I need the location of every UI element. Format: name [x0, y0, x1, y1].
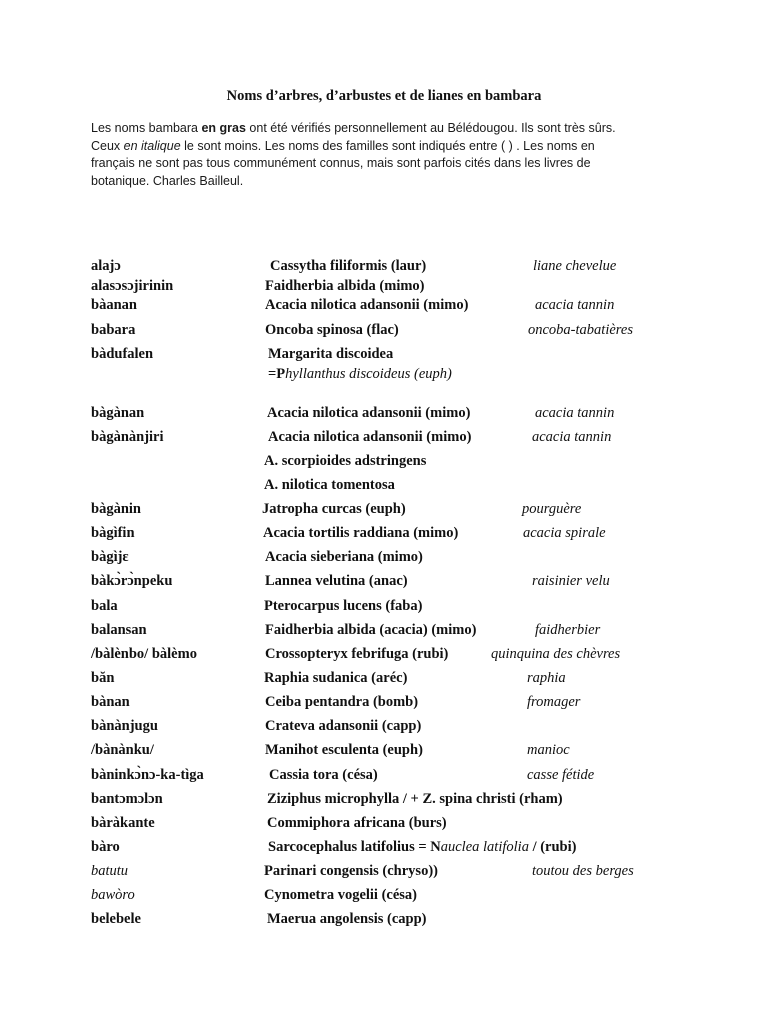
bambara-name: alajɔ — [91, 258, 121, 274]
french-name: manioc — [527, 742, 570, 758]
scientific-name: Acacia sieberiana (mimo) — [265, 549, 423, 565]
bambara-name: bàdufalen — [91, 346, 154, 362]
french-name: liane chevelue — [533, 258, 617, 274]
table-row — [0, 549, 768, 571]
intro-text: botanique. Charles Bailleul. — [91, 173, 244, 188]
scientific-name: Jatropha curcas (euph) — [262, 501, 406, 517]
bambara-name: bànànjugu — [91, 718, 158, 734]
scientific-name: Crossopteryx febrifuga (rubi) — [265, 646, 449, 662]
scientific-name: Cynometra vogelii (césa) — [264, 887, 418, 903]
table-row — [0, 322, 768, 344]
table-row — [0, 863, 768, 885]
table-row — [0, 429, 768, 451]
scientific-name-part: auclea latifolia — [440, 839, 529, 855]
table-row — [0, 767, 768, 789]
french-name: acacia spirale — [523, 525, 606, 541]
scientific-name: Pterocarpus lucens (faba) — [264, 598, 423, 614]
scientific-name — [268, 366, 452, 383]
scientific-name: Faidherbia albida (mimo) — [265, 278, 425, 294]
table-row — [0, 477, 768, 499]
scientific-name: Parinari congensis (chryso)) — [264, 863, 438, 879]
bambara-name: bàgìfin — [91, 525, 135, 541]
table-row — [0, 670, 768, 692]
table-row — [0, 646, 768, 668]
bambara-name: bàninkɔ̀nɔ-ka-tìga — [91, 767, 204, 783]
bambara-name: alasɔsɔjirinin — [91, 278, 174, 294]
bambara-name: bantɔmɔlɔn — [91, 791, 163, 807]
french-name: fromager — [527, 694, 581, 710]
bambara-name: babara — [91, 322, 136, 338]
scientific-name — [268, 839, 576, 856]
french-name: faidherbier — [535, 622, 601, 638]
table-row — [0, 694, 768, 716]
bambara-name: bala — [91, 598, 118, 614]
bambara-name: bàgìjɛ — [91, 549, 129, 565]
french-name: casse fétide — [527, 767, 595, 783]
scientific-name: Oncoba spinosa (flac) — [265, 322, 399, 338]
bambara-name: bàgànan — [91, 405, 145, 421]
scientific-name-part: =P — [268, 366, 286, 382]
intro-text: ont été vérifiés personnellement au Bélédougou. Ils sont très sûrs. — [245, 121, 616, 135]
bambara-name: bàro — [91, 839, 120, 855]
table-row — [0, 791, 768, 813]
intro-italic-text: en italique — [123, 138, 181, 153]
scientific-name-part: / (rubi) — [528, 839, 577, 855]
intro-text: Ceux — [91, 138, 124, 153]
document-title: Noms d’arbres, d’arbustes et de lianes en bambara — [226, 88, 542, 104]
scientific-name-part: hyllanthus discoideus (euph) — [285, 366, 452, 382]
bambara-name: bàgànànjiri — [91, 429, 164, 445]
french-name: acacia tannin — [535, 405, 615, 421]
french-name: pourguère — [522, 501, 582, 517]
bambara-name: /bànànku/ — [91, 742, 154, 758]
bambara-name: belebele — [91, 911, 141, 927]
bambara-name: bànan — [91, 694, 130, 710]
intro-text: le sont moins. Les noms des familles sont indiqués entre ( ) . Les noms en — [180, 138, 595, 153]
intro-text: français ne sont pas tous communément connus, mais sont parfois cités dans les livres de — [91, 156, 591, 170]
scientific-name: Margarita discoidea — [268, 346, 394, 362]
scientific-name: Faidherbia albida (acacia) (mimo) — [265, 622, 477, 638]
french-name: acacia tannin — [532, 429, 612, 445]
scientific-name: Ziziphus microphylla / + Z. spina christi (rham) — [267, 791, 563, 807]
scientific-name: Acacia tortilis raddiana (mimo) — [263, 525, 459, 541]
scientific-name: Crateva adansonii (capp) — [265, 718, 422, 734]
table-row — [0, 501, 768, 523]
french-name: quinquina des chèvres — [491, 646, 621, 662]
table-row — [0, 297, 768, 319]
table-row — [0, 573, 768, 595]
bambara-name: bàgànin — [91, 501, 141, 517]
french-name: toutou des berges — [532, 863, 634, 879]
scientific-name: Manihot esculenta (euph) — [265, 742, 423, 758]
scientific-name: Acacia nilotica adansonii (mimo) — [265, 297, 469, 313]
table-row — [0, 887, 768, 909]
table-row — [0, 622, 768, 644]
bambara-name: batutu — [91, 863, 129, 879]
intro-text: Les noms bambara — [91, 121, 202, 135]
table-row — [0, 525, 768, 547]
bambara-name: bàràkante — [91, 815, 155, 831]
scientific-name: Cassia tora (césa) — [269, 767, 378, 783]
table-row — [0, 742, 768, 764]
french-name: acacia tannin — [535, 297, 615, 313]
table-row — [0, 405, 768, 427]
table-row — [0, 839, 768, 861]
scientific-name-part: Sarcocephalus latifolius = N — [268, 839, 441, 855]
french-name: raisinier velu — [532, 573, 610, 589]
scientific-name: A. nilotica tomentosa — [264, 477, 395, 493]
french-name: raphia — [527, 670, 566, 686]
scientific-name: Raphia sudanica (aréc) — [264, 670, 408, 686]
bambara-name: balansan — [91, 622, 147, 638]
intro-paragraph — [91, 120, 671, 190]
scientific-name: A. scorpioides adstringens — [264, 453, 427, 469]
table-row — [0, 598, 768, 620]
table-row — [0, 258, 768, 280]
scientific-name: Acacia nilotica adansonii (mimo) — [267, 405, 471, 421]
bambara-name: bàkɔ̀rɔ̀npeku — [91, 573, 173, 589]
scientific-name: Lannea velutina (anac) — [265, 573, 408, 589]
scientific-name: Maerua angolensis (capp) — [267, 911, 427, 927]
table-row — [0, 911, 768, 933]
table-row — [0, 815, 768, 837]
scientific-name: Ceiba pentandra (bomb) — [265, 694, 419, 710]
scientific-name: Commiphora africana (burs) — [267, 815, 447, 831]
bambara-name: bawòro — [91, 887, 135, 903]
table-row — [0, 453, 768, 475]
scientific-name: Acacia nilotica adansonii (mimo) — [268, 429, 472, 445]
table-row — [0, 366, 768, 388]
bambara-name: bàanan — [91, 297, 137, 313]
bambara-name: /bàlènbo/ bàlèmo — [91, 646, 197, 662]
bambara-name: băn — [91, 670, 115, 686]
intro-bold-text: en gras — [201, 121, 246, 135]
scientific-name: Cassytha filiformis (laur) — [270, 258, 427, 274]
french-name: oncoba-tabatières — [528, 322, 633, 338]
table-row — [0, 346, 768, 368]
table-row — [0, 718, 768, 740]
